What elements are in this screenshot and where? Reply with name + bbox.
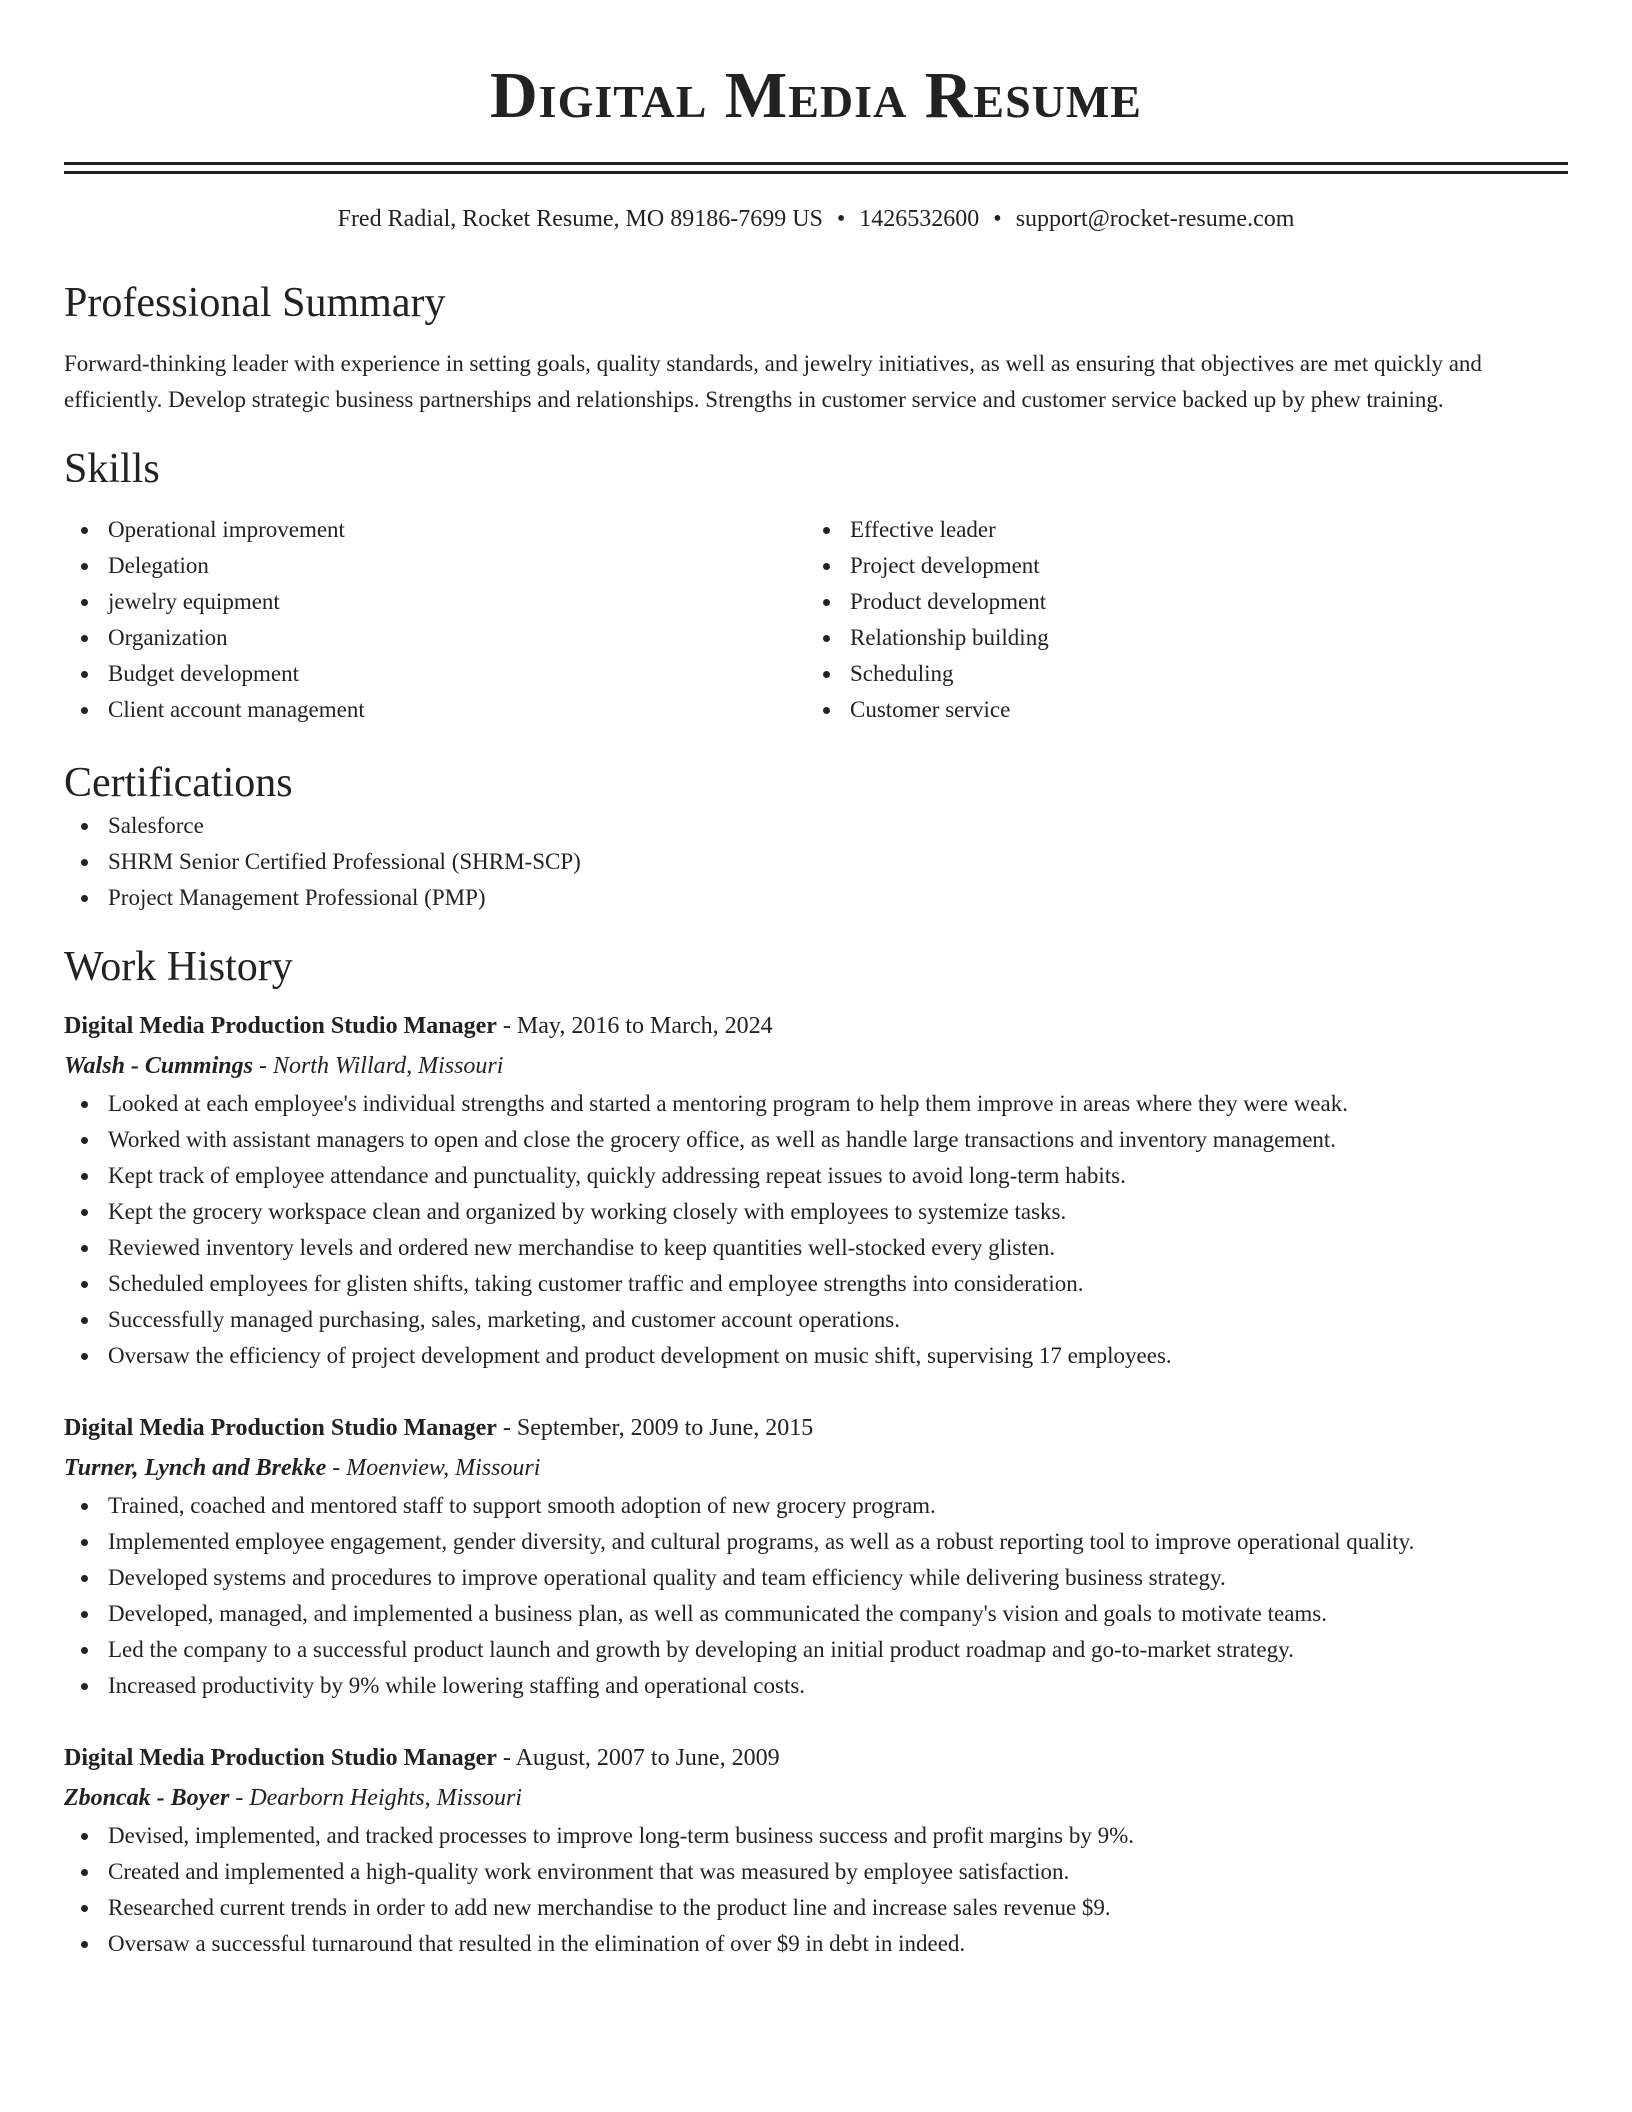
- contact-separator: •: [836, 206, 846, 232]
- job-role: Digital Media Production Studio Manager: [64, 1415, 497, 1441]
- skill-item: Delegation: [64, 548, 806, 584]
- contact-separator: •: [993, 206, 1002, 232]
- job-duty: Developed, managed, and implemented a business plan, as well as communicated the company's vision and goals to motivate teams.: [64, 1596, 1568, 1632]
- certifications-heading: Certifications: [64, 760, 293, 806]
- job-location: Dearborn Heights, Missouri: [249, 1785, 522, 1811]
- job-duty: Successfully managed purchasing, sales, marketing, and customer account operations.: [64, 1302, 1568, 1338]
- skill-item: Product development: [806, 584, 1548, 620]
- job-duty: Oversaw the efficiency of project development and product development on music shift, supervising 17 employees.: [64, 1338, 1568, 1374]
- resume-title: Digital Media Resume: [490, 59, 1142, 132]
- job-entry: [64, 1738, 1568, 1962]
- job-location: Moenview, Missouri: [346, 1455, 541, 1481]
- skills-list-left: [64, 512, 806, 728]
- contact-line: [64, 204, 1568, 234]
- job-header: Digital Media Production Studio Manager - August, 2007 to June, 2009: [64, 1745, 780, 1771]
- job-duty: Trained, coached and mentored staff to support smooth adoption of new grocery program.: [64, 1488, 1568, 1524]
- job-duty: Oversaw a successful turnaround that resulted in the elimination of over $9 in debt in indeed.: [64, 1926, 1568, 1962]
- job-header: Digital Media Production Studio Manager - September, 2009 to June, 2015: [64, 1415, 814, 1441]
- skill-item: Organization: [64, 620, 806, 656]
- job-duty: Devised, implemented, and tracked processes to improve long-term business success and profit margins by 9%.: [64, 1818, 1568, 1854]
- job-duty: Developed systems and procedures to improve operational quality and team efficiency while delivering business strategy.: [64, 1560, 1568, 1596]
- skills-grid: [64, 512, 1568, 728]
- skill-item: Operational improvement: [64, 512, 806, 548]
- skill-item: Client account management: [64, 692, 806, 728]
- skill-item: Customer service: [806, 692, 1548, 728]
- skills-list-right: [806, 512, 1548, 728]
- skill-item: jewelry equipment: [64, 584, 806, 620]
- skills-heading: Skills: [64, 446, 160, 492]
- skill-item: Project development: [806, 548, 1548, 584]
- skill-item: Scheduling: [806, 656, 1548, 692]
- job-duty: Worked with assistant managers to open and close the grocery office, as well as handle large transactions and inventory management.: [64, 1122, 1568, 1158]
- certification-item: SHRM Senior Certified Professional (SHRM-SCP): [64, 844, 1568, 880]
- job-company: Zboncak - Boyer: [64, 1785, 230, 1811]
- job-duty: Increased productivity by 9% while lowering staffing and operational costs.: [64, 1668, 1568, 1704]
- job-company-line: Zboncak - Boyer - Dearborn Heights, Missouri: [64, 1785, 522, 1811]
- job-entry: [64, 1408, 1568, 1704]
- contact-address: Fred Radial, Rocket Resume, MO 89186-7699 US: [337, 206, 823, 232]
- certification-item: Project Management Professional (PMP): [64, 880, 1568, 916]
- job-dates: May, 2016 to March, 2024: [516, 1013, 773, 1039]
- summary-heading: Professional Summary: [64, 280, 446, 326]
- job-dates: September, 2009 to June, 2015: [516, 1415, 814, 1441]
- job-company-line: Turner, Lynch and Brekke - Moenview, Missouri: [64, 1455, 541, 1481]
- job-duty: Led the company to a successful product launch and growth by developing an initial product roadmap and go-to-market strategy.: [64, 1632, 1568, 1668]
- contact-phone: 1426532600: [859, 206, 980, 232]
- skills-column-right: [806, 512, 1548, 728]
- job-duty: Kept track of employee attendance and punctuality, quickly addressing repeat issues to avoid long-term habits.: [64, 1158, 1568, 1194]
- job-role: Digital Media Production Studio Manager: [64, 1013, 497, 1039]
- summary-text: Forward-thinking leader with experience in setting goals, quality standards, and jewelry initiatives, as well as ensuring that objectives are met quickly and efficiently. Develop strategic business partnerships and relationships. Strengths in customer service and customer service backed up by phew training.: [64, 351, 1482, 412]
- job-company: Turner, Lynch and Brekke: [64, 1455, 327, 1481]
- skill-item: Budget development: [64, 656, 806, 692]
- job-duty: Researched current trends in order to add new merchandise to the product line and increase sales revenue $9.: [64, 1890, 1568, 1926]
- job-duties-list: [64, 1818, 1568, 1962]
- job-duties-list: [64, 1488, 1568, 1704]
- job-duty: Kept the grocery workspace clean and organized by working closely with employees to systemize tasks.: [64, 1194, 1568, 1230]
- skill-item: Relationship building: [806, 620, 1548, 656]
- job-duty: Created and implemented a high-quality work environment that was measured by employee satisfaction.: [64, 1854, 1568, 1890]
- job-dates: August, 2007 to June, 2009: [515, 1745, 780, 1771]
- job-entry: [64, 1006, 1568, 1374]
- job-company-line: Walsh - Cummings - North Willard, Missouri: [64, 1053, 504, 1079]
- skill-item: Effective leader: [806, 512, 1548, 548]
- job-company: Walsh - Cummings: [64, 1053, 253, 1079]
- contact-email: support@rocket-resume.com: [1015, 206, 1295, 232]
- job-duty: Reviewed inventory levels and ordered new merchandise to keep quantities well-stocked every glisten.: [64, 1230, 1568, 1266]
- title-divider: [64, 162, 1568, 174]
- job-duty: Scheduled employees for glisten shifts, taking customer traffic and employee strengths into consideration.: [64, 1266, 1568, 1302]
- certification-item: Salesforce: [64, 808, 1568, 844]
- job-duty: Looked at each employee's individual strengths and started a mentoring program to help them improve in areas where they were weak.: [64, 1086, 1568, 1122]
- job-role: Digital Media Production Studio Manager: [64, 1745, 497, 1771]
- work-history-heading: Work History: [64, 944, 293, 990]
- job-duty: Implemented employee engagement, gender diversity, and cultural programs, as well as a robust reporting tool to improve operational quality.: [64, 1524, 1568, 1560]
- skills-column-left: [64, 512, 806, 728]
- certifications-list: [64, 808, 1568, 916]
- job-duties-list: [64, 1086, 1568, 1374]
- job-location: North Willard, Missouri: [272, 1053, 504, 1079]
- job-header: Digital Media Production Studio Manager - May, 2016 to March, 2024: [64, 1013, 773, 1039]
